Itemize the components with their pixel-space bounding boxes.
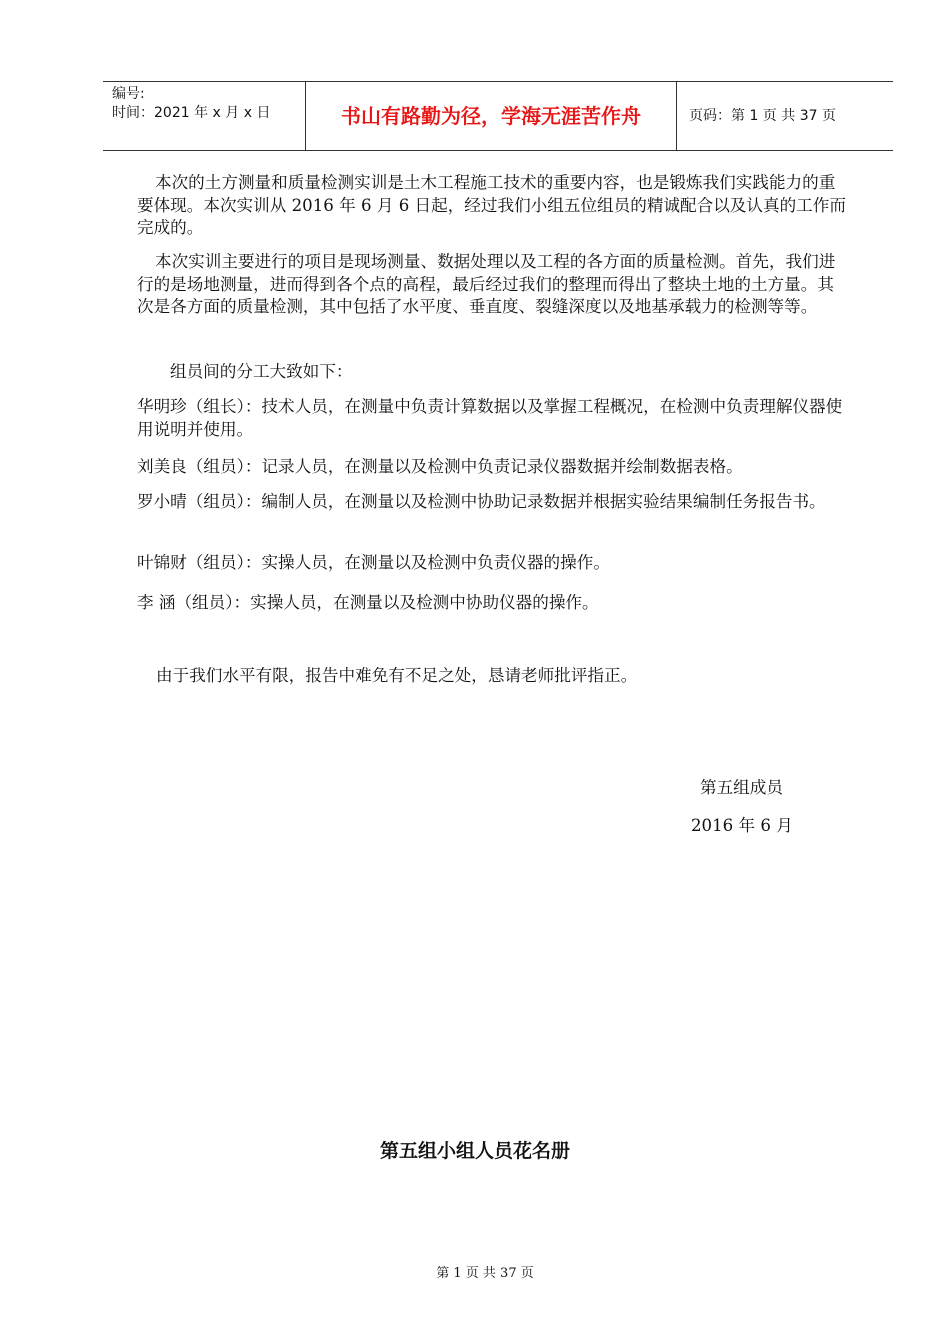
header-motto: 书山有路勤为径，学海无涯苦作舟 — [306, 82, 677, 150]
date-label: 时间：2021 年 x 月 x 日 — [112, 105, 271, 121]
closing-note: 由于我们水平有限，报告中难免有不足之处，恳请老师批评指正。 — [156, 666, 638, 685]
member-entry: 刘美良（组员）：记录人员，在测量以及检测中负责记录仪器数据并绘制数据表格。 — [137, 457, 743, 476]
division-intro: 组员间的分工大致如下： — [170, 362, 353, 381]
member-entry: 李 涵（组员）：实操人员，在测量以及检测中协助仪器的操作。 — [137, 593, 599, 612]
section-title: 第五组小组人员花名册 — [379, 1140, 570, 1162]
header-meta — [103, 82, 306, 150]
member-entry: 罗小晴（组员）：编制人员，在测量以及检测中协助记录数据并根据实验结果编制任务报告书。 — [137, 492, 826, 511]
sign-date: 2016 年 6 月 — [691, 816, 793, 835]
paragraph-projects: 本次实训主要进行的项目是现场测量、数据处理以及工程的各方面的质量检测。首先，我们进行的是场地测量，进而得到各个点的高程，最后经过我们的整理而得出了整块土地的土方量。其次是各方面的质量检测，其中包括了水平度、垂直度、裂缝深度以及地基承载力的检测等等。 — [137, 252, 836, 316]
header-page-info: 页码：第 1 页 共 37 页 — [689, 108, 836, 124]
paragraph-intro: 本次的土方测量和质量检测实训是土木工程施工技术的重要内容，也是锻炼我们实践能力的重要体现。本次实训从 2016 年 6 月 6 日起，经过我们小组五位组员的精诚配合以及认真的工作而完成的。 — [137, 173, 846, 237]
page-header — [103, 81, 893, 151]
serial-label: 编号: — [112, 86, 145, 102]
member-entry: 叶锦财（组员）：实操人员，在测量以及检测中负责仪器的操作。 — [137, 553, 610, 572]
member-entry: 华明珍（组长）：技术人员，在测量中负责计算数据以及掌握工程概况，在检测中负责理解仪器使用说明并使用。 — [137, 397, 843, 439]
signature: 第五组成员 — [700, 778, 783, 797]
page-footer: 第 1 页 共 37 页 — [436, 1266, 534, 1281]
